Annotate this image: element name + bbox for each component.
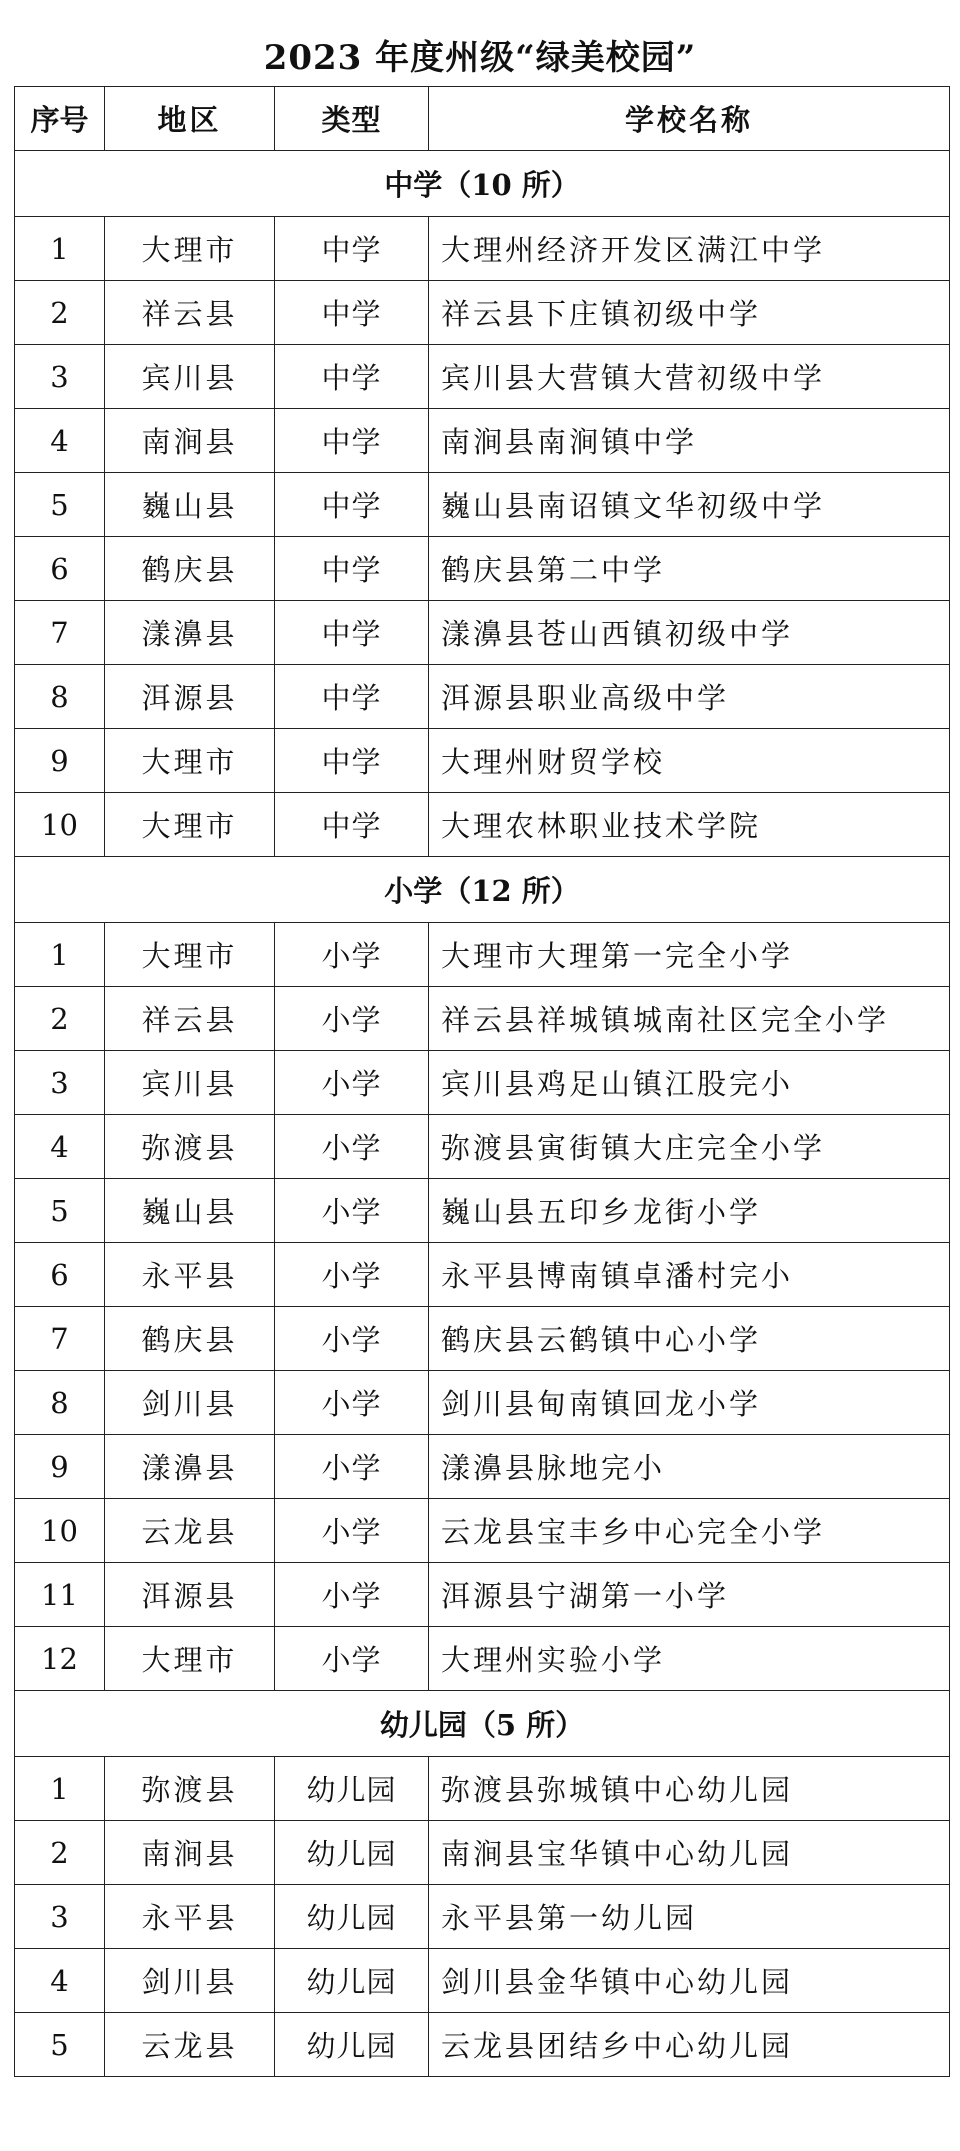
table-row (15, 1949, 950, 2013)
table-row (15, 1435, 950, 1499)
row-school-name: 巍山县南诏镇文华初级中学 (429, 473, 950, 537)
row-number: 3 (15, 345, 105, 409)
row-number: 9 (15, 1435, 105, 1499)
table-row (15, 409, 950, 473)
section-heading: 小学（12 所） (15, 857, 950, 923)
row-number: 6 (15, 537, 105, 601)
row-region: 大理市 (105, 217, 275, 281)
row-type: 小学 (275, 1627, 429, 1691)
row-number: 1 (15, 923, 105, 987)
row-school-name: 大理州实验小学 (429, 1627, 950, 1691)
row-number: 4 (15, 1949, 105, 2013)
row-type: 小学 (275, 1051, 429, 1115)
table-row (15, 1307, 950, 1371)
row-number: 8 (15, 1371, 105, 1435)
row-type: 中学 (275, 537, 429, 601)
row-type: 幼儿园 (275, 1885, 429, 1949)
row-number: 4 (15, 409, 105, 473)
row-region: 大理市 (105, 729, 275, 793)
row-number: 3 (15, 1051, 105, 1115)
row-type: 小学 (275, 1499, 429, 1563)
row-region: 剑川县 (105, 1371, 275, 1435)
row-region: 永平县 (105, 1243, 275, 1307)
header-type: 类型 (275, 87, 429, 151)
table-row (15, 1885, 950, 1949)
row-school-name: 漾濞县脉地完小 (429, 1435, 950, 1499)
row-region: 宾川县 (105, 1051, 275, 1115)
table-row (15, 793, 950, 857)
row-region: 宾川县 (105, 345, 275, 409)
section-row (15, 1691, 950, 1757)
row-school-name: 云龙县团结乡中心幼儿园 (429, 2013, 950, 2077)
section-row (15, 151, 950, 217)
row-school-name: 弥渡县弥城镇中心幼儿园 (429, 1757, 950, 1821)
table-row (15, 665, 950, 729)
row-school-name: 宾川县鸡足山镇江股完小 (429, 1051, 950, 1115)
row-school-name: 南涧县南涧镇中学 (429, 409, 950, 473)
row-region: 漾濞县 (105, 1435, 275, 1499)
row-school-name: 祥云县祥城镇城南社区完全小学 (429, 987, 950, 1051)
row-type: 小学 (275, 987, 429, 1051)
row-region: 永平县 (105, 1885, 275, 1949)
table-row (15, 1051, 950, 1115)
header-school-name: 学校名称 (429, 87, 950, 151)
table-row (15, 923, 950, 987)
table-row (15, 1627, 950, 1691)
row-number: 12 (15, 1627, 105, 1691)
row-type: 中学 (275, 793, 429, 857)
row-school-name: 鹤庆县云鹤镇中心小学 (429, 1307, 950, 1371)
row-region: 洱源县 (105, 665, 275, 729)
row-school-name: 祥云县下庄镇初级中学 (429, 281, 950, 345)
table-row (15, 1757, 950, 1821)
row-region: 南涧县 (105, 409, 275, 473)
row-school-name: 大理州经济开发区满江中学 (429, 217, 950, 281)
section-heading: 中学（10 所） (15, 151, 950, 217)
section-heading: 幼儿园（5 所） (15, 1691, 950, 1757)
row-number: 2 (15, 987, 105, 1051)
row-number: 10 (15, 1499, 105, 1563)
row-school-name: 鹤庆县第二中学 (429, 537, 950, 601)
row-type: 小学 (275, 1435, 429, 1499)
table-row (15, 345, 950, 409)
row-school-name: 大理州财贸学校 (429, 729, 950, 793)
row-region: 漾濞县 (105, 601, 275, 665)
row-type: 中学 (275, 409, 429, 473)
row-region: 大理市 (105, 1627, 275, 1691)
row-region: 洱源县 (105, 1563, 275, 1627)
row-number: 11 (15, 1563, 105, 1627)
section-row (15, 857, 950, 923)
document-title: 2023 年度州级“绿美校园” (263, 38, 697, 78)
header-no: 序号 (15, 87, 105, 151)
row-type: 幼儿园 (275, 1757, 429, 1821)
row-number: 4 (15, 1115, 105, 1179)
row-region: 云龙县 (105, 2013, 275, 2077)
row-number: 2 (15, 281, 105, 345)
row-school-name: 洱源县职业高级中学 (429, 665, 950, 729)
row-type: 小学 (275, 1179, 429, 1243)
row-region: 弥渡县 (105, 1115, 275, 1179)
row-type: 幼儿园 (275, 2013, 429, 2077)
table-body (15, 151, 950, 2077)
row-region: 弥渡县 (105, 1757, 275, 1821)
row-school-name: 永平县博南镇卓潘村完小 (429, 1243, 950, 1307)
row-school-name: 巍山县五印乡龙街小学 (429, 1179, 950, 1243)
row-type: 中学 (275, 601, 429, 665)
row-region: 大理市 (105, 793, 275, 857)
row-type: 幼儿园 (275, 1949, 429, 2013)
table-row (15, 217, 950, 281)
table-row (15, 2013, 950, 2077)
row-school-name: 剑川县金华镇中心幼儿园 (429, 1949, 950, 2013)
row-type: 小学 (275, 1307, 429, 1371)
row-number: 2 (15, 1821, 105, 1885)
row-school-name: 大理农林职业技术学院 (429, 793, 950, 857)
row-number: 7 (15, 601, 105, 665)
table-row (15, 1179, 950, 1243)
row-type: 小学 (275, 1243, 429, 1307)
row-number: 8 (15, 665, 105, 729)
row-number: 10 (15, 793, 105, 857)
school-list-table (14, 86, 950, 2077)
row-school-name: 宾川县大营镇大营初级中学 (429, 345, 950, 409)
table-row (15, 601, 950, 665)
table-row (15, 987, 950, 1051)
row-type: 中学 (275, 729, 429, 793)
row-region: 鹤庆县 (105, 537, 275, 601)
row-type: 小学 (275, 1115, 429, 1179)
row-type: 小学 (275, 1563, 429, 1627)
table-row (15, 1499, 950, 1563)
row-number: 5 (15, 1179, 105, 1243)
table-row (15, 473, 950, 537)
row-school-name: 南涧县宝华镇中心幼儿园 (429, 1821, 950, 1885)
header-region: 地区 (105, 87, 275, 151)
row-school-name: 云龙县宝丰乡中心完全小学 (429, 1499, 950, 1563)
row-type: 中学 (275, 473, 429, 537)
row-region: 剑川县 (105, 1949, 275, 2013)
row-school-name: 永平县第一幼儿园 (429, 1885, 950, 1949)
row-number: 7 (15, 1307, 105, 1371)
row-region: 巍山县 (105, 473, 275, 537)
row-region: 云龙县 (105, 1499, 275, 1563)
row-type: 小学 (275, 923, 429, 987)
row-type: 中学 (275, 345, 429, 409)
row-school-name: 剑川县甸南镇回龙小学 (429, 1371, 950, 1435)
table-row (15, 281, 950, 345)
row-school-name: 洱源县宁湖第一小学 (429, 1563, 950, 1627)
table-row (15, 1563, 950, 1627)
row-type: 小学 (275, 1371, 429, 1435)
row-type: 中学 (275, 217, 429, 281)
row-school-name: 弥渡县寅街镇大庄完全小学 (429, 1115, 950, 1179)
row-type: 中学 (275, 281, 429, 345)
row-number: 3 (15, 1885, 105, 1949)
row-school-name: 大理市大理第一完全小学 (429, 923, 950, 987)
row-region: 大理市 (105, 923, 275, 987)
row-type: 中学 (275, 665, 429, 729)
row-region: 巍山县 (105, 1179, 275, 1243)
table-row (15, 1243, 950, 1307)
row-number: 5 (15, 2013, 105, 2077)
row-number: 6 (15, 1243, 105, 1307)
table-row (15, 537, 950, 601)
table-row (15, 1821, 950, 1885)
row-number: 5 (15, 473, 105, 537)
row-region: 祥云县 (105, 281, 275, 345)
row-region: 祥云县 (105, 987, 275, 1051)
table-row (15, 1371, 950, 1435)
row-number: 1 (15, 1757, 105, 1821)
row-region: 鹤庆县 (105, 1307, 275, 1371)
row-number: 1 (15, 217, 105, 281)
row-school-name: 漾濞县苍山西镇初级中学 (429, 601, 950, 665)
row-type: 幼儿园 (275, 1821, 429, 1885)
row-number: 9 (15, 729, 105, 793)
table-row (15, 729, 950, 793)
table-row (15, 1115, 950, 1179)
row-region: 南涧县 (105, 1821, 275, 1885)
header-row (15, 87, 950, 151)
